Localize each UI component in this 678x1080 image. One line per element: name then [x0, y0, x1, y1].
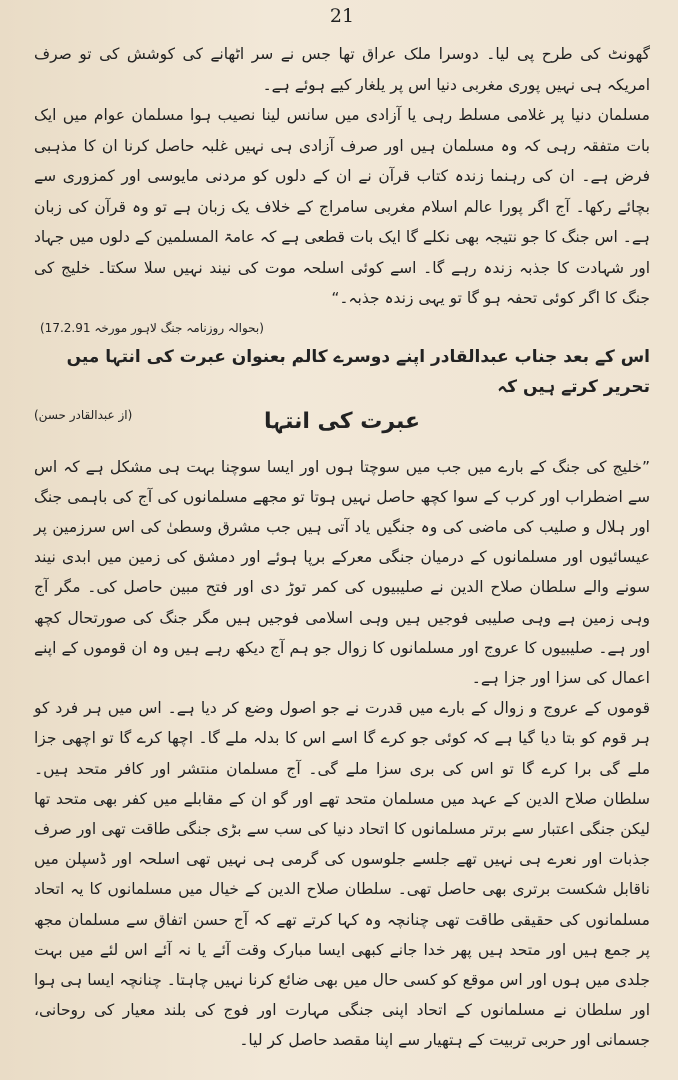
- source-reference: (17.2.91 بحوالہ روزنامہ جنگ لاہور مورخہ): [40, 320, 264, 335]
- paragraph-1: گھونٹ کی طرح پی لیا۔ دوسرا ملک عراق تھا جس نے سر اٹھانے کی کوشش کی تو صرف امریکہ ہی نہیں پوری مغربی دنیا اس پر یلغار کیے ہوئے ہے۔: [34, 45, 650, 94]
- body-paragraph: ”خلیج کی جنگ کے بارے میں جب میں سوچتا ہوں اور ایسا سوچنا بہت ہی مشکل ہے کہ اس سے اضطراب اور کرب کے سوا کچھ حاصل نہیں ہوتا تو مجھے مسلمانوں کی آج کی باہمی جنگ اور ہلال و صلیب کی ماضی کی وہ جنگیں یاد آتی ہیں جب مشرق وسطیٰ کی اس سرزمین پر عیسائیوں اور مسلمانوں کے درمیان جنگی معرکے برپا ہوئے اور دمشق کی زمین میں ابدی نیند سونے والے سلطان صلاح الدین نے صلیبیوں کی کمر توڑ دی اور فتح مبین حاصل کی۔ مگر آج وہی زمین ہے وہی صلیبی فوجیں ہیں وہی اسلامی فوجیں ہیں مگر جنگ کی صورتحال کچھ اور ہے۔ صلیبیوں کا عروج اور مسلمانوں کا زوال جو ہم آج دیکھ رہے ہیں وہ ان قوموں کے اپنے اعمال کی سزا اور جزا ہے۔: [34, 457, 650, 687]
- body-paragraph: قوموں کے عروج و زوال کے بارے میں قدرت نے جو اصول وضع کر دیا ہے۔ اس میں ہر فرد کو ہر قوم کو بتا دیا گیا ہے کہ کوئی جو کرے گا اسے اس کا بدلہ ملے گا۔ اچھا کرے گا تو اچھی جزا ملے گی برا کرے گا تو اس کی بری سزا ملے گی۔ آج مسلمان منتشر اور کافر متحد ہیں۔ سلطان صلاح الدین کے عہد میں مسلمان متحد تھے اور گو ان کے مقابلے میں کفر بھی متحد تھا لیکن جنگی اعتبار سے برتر مسلمانوں کا اتحاد دنیا کی سب سے بڑی جنگی طاقت تھی اور صرف جذبات اور نعرے ہی نہیں تھے جلسے جلوسوں کی گرمی ہی نہیں تھی اسلحہ اور ڈسپلن میں ناقابل شکست برتری بھی حاصل تھی۔ سلطان صلاح الدین کے خیال میں مسلمانوں کا یہ اتحاد مسلمانوں کی حقیقی طاقت تھی چنانچہ وہ کہا کرتے تھے کہ آج حسن اتفاق سے مسلمان مجھ پر جمع ہیں اور متحد ہیں پھر خدا جانے کبھی ایسا مبارک وقت آئے یا نہ آئے اس لئے میں بہت جلدی میں ہوں اور اس موقع کو کسی حال میں بھی ضائع کرنا نہیں چاہتا۔ چنانچہ ایسا ہی ہوا اور سلطان نے مسلمانوں کے اتحاد اپنی جنگی مہارت اور فوج کی بلند معیار کی روحانی، جسمانی اور حربی تربیت کے ہتھیار سے اپنا مقصد حاصل کر لیا۔: [34, 699, 650, 1050]
- column-text: [34, 452, 650, 1056]
- section-heading-row: [34, 402, 650, 442]
- page-number: 21: [329, 5, 355, 27]
- author-credit: (از عبدالقادر حسن): [34, 407, 133, 422]
- paragraph-2: مسلمان دنیا پر غلامی مسلط رہی یا آزادی میں سانس لینا نصیب ہوا مسلمان عوام میں ایک بات متفقہ رہی کہ وہ مسلمان ہیں اور صرف آزادی ہی نہیں غلبہ حاصل کرنا ان کا مذہبی فرض ہے۔ ان کی رہنما زندہ کتاب قرآن نے ان کے دلوں کو مردنی مایوسی اور کمزوری سے بچائے رکھا۔ آج اگر پورا عالم اسلام مغربی سامراج کے خلاف یک زبان ہے تو وہ قرآن کی زبان ہے۔ اس جنگ کا جو نتیجہ بھی نکلے گا ایک بات قطعی ہے کہ عامۃ المسلمین کے دلوں میں جہاد اور شہادت کا جذبہ زندہ رہے گا۔ اسے کوئی اسلحہ موت کی نیند نہیں سلا سکتا۔ خلیج کی جنگ کا اگر کوئی تحفہ ہو گا تو یہی زندہ جذبہ۔“: [34, 106, 650, 307]
- intro-line: اس کے بعد جناب عبدالقادر اپنے دوسرے کالم بعنوان عبرت کی انتہا میں تحریر کرتے ہیں کہ: [66, 346, 650, 397]
- opening-text: [34, 39, 650, 314]
- section-heading: عبرت کی انتہا: [263, 408, 421, 434]
